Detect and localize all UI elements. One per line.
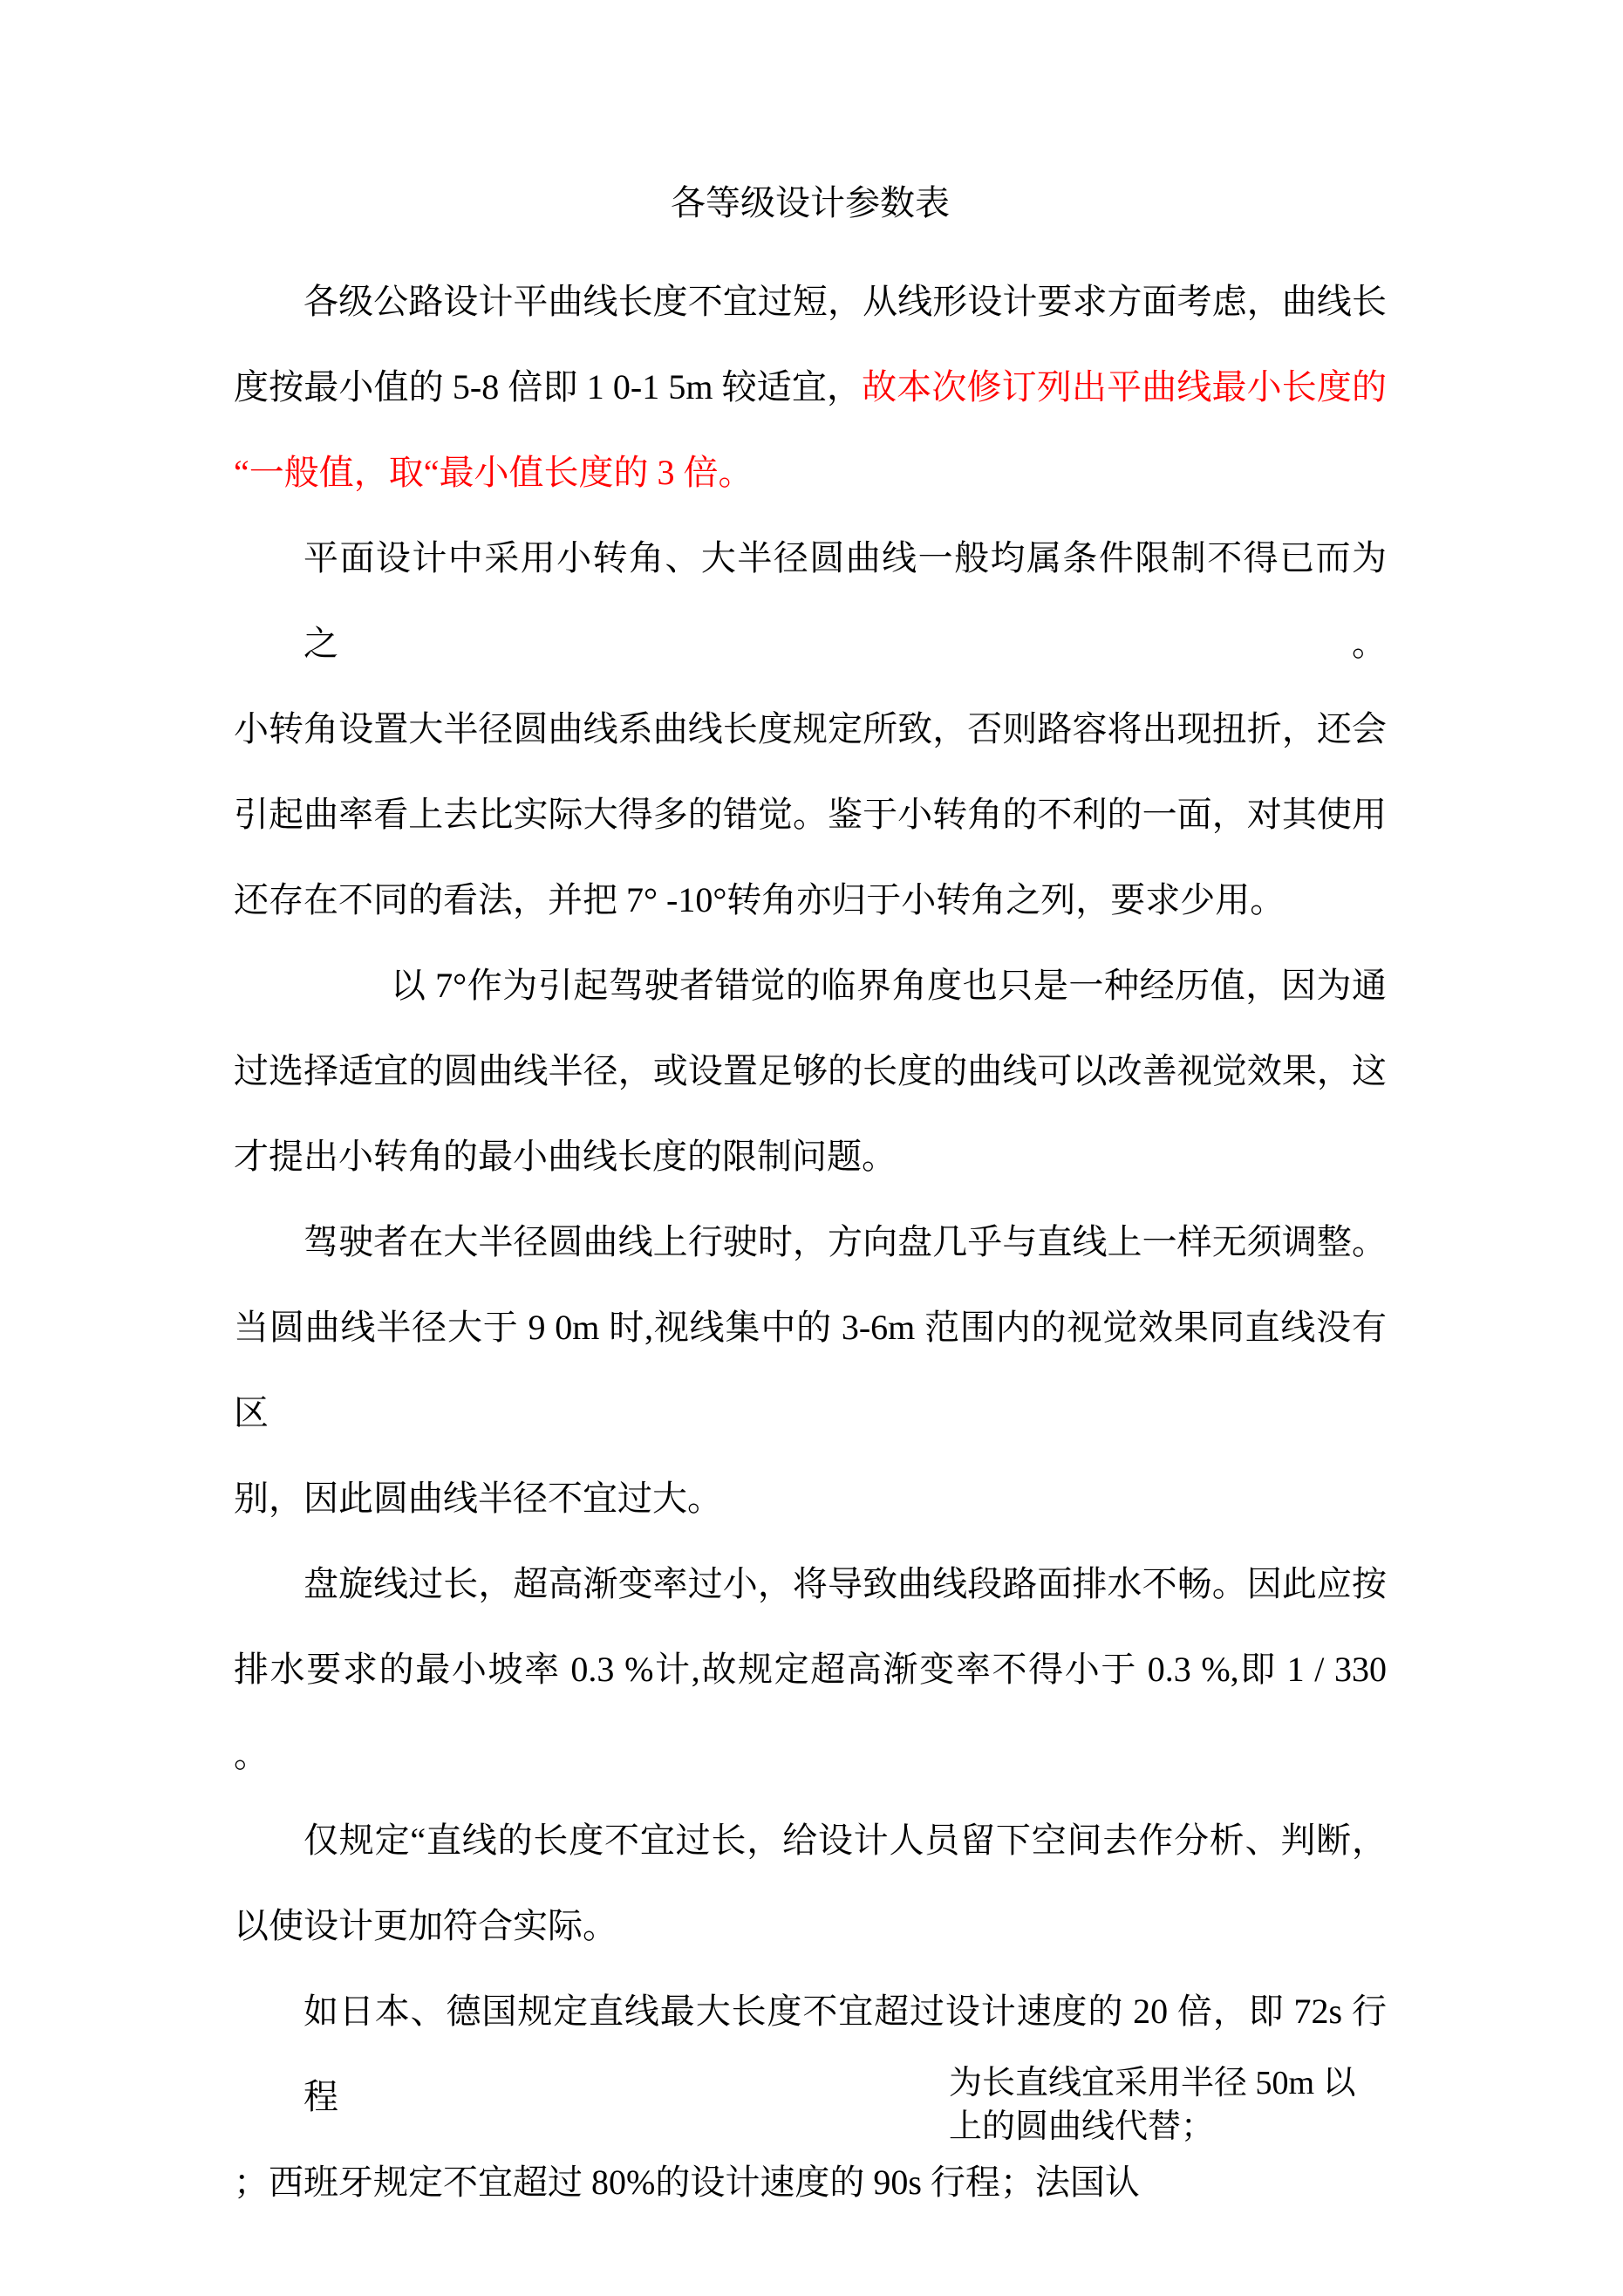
floating-note-block bbox=[949, 2061, 1367, 2149]
text-line bbox=[234, 1285, 1387, 1456]
text-line bbox=[234, 1883, 1387, 1969]
text-line bbox=[234, 1627, 1387, 1712]
text-line bbox=[234, 1114, 1387, 1199]
body-text: 过选择适宜的圆曲线半径，或设置足够的长度的曲线可以改善视觉效果，这 bbox=[234, 1051, 1387, 1090]
text-line bbox=[234, 1456, 1387, 1541]
text-line bbox=[234, 2140, 1387, 2225]
body-text: 以 7°作为引起驾驶者错觉的临界角度也只是一种经历值，因为通 bbox=[391, 966, 1387, 1005]
document-body bbox=[234, 161, 1387, 2225]
paragraph bbox=[234, 1541, 1387, 1798]
highlighted-text: 故本次修订列出平曲线最小长度的 bbox=[862, 367, 1387, 407]
paragraph bbox=[234, 259, 1387, 516]
text-line bbox=[234, 943, 1387, 1028]
text-line bbox=[234, 1541, 1387, 1627]
paragraph bbox=[234, 516, 1387, 943]
highlighted-text: “一般值，取“最小值长度的 3 倍。 bbox=[234, 453, 754, 492]
body-text: 引起曲率看上去比实际大得多的错觉。鉴于小转角的不利的一面，对其使用 bbox=[234, 795, 1387, 834]
text-line bbox=[234, 430, 1387, 516]
note-line: 上的圆曲线代替； bbox=[949, 2108, 1215, 2145]
paragraph bbox=[234, 1199, 1387, 1541]
paragraph-container bbox=[234, 259, 1387, 2225]
text-line bbox=[234, 1028, 1387, 1114]
body-text: 度按最小值的 5-8 倍即 1 0-1 5m 较适宜， bbox=[234, 367, 863, 407]
body-text: 各级公路设计平曲线长度不宜过短，从线形设计要求方面考虑，曲线长 bbox=[303, 282, 1387, 321]
text-line bbox=[234, 687, 1387, 772]
document-title: 各等级设计参数表 bbox=[671, 183, 950, 222]
body-text: 盘旋线过长，超高渐变率过小，将导致曲线段路面排水不畅。因此应按 bbox=[303, 1564, 1387, 1603]
paragraph bbox=[234, 1798, 1387, 1969]
text-line bbox=[234, 858, 1387, 943]
body-text: 。 bbox=[234, 1735, 269, 1774]
body-text: ；西班牙规定不宜超过 80%的设计速度的 90s 行程；法国认 bbox=[234, 2163, 1140, 2202]
body-text: 驾驶者在大半径圆曲线上行驶时，方向盘几乎与直线上一样无须调整。 bbox=[303, 1222, 1387, 1261]
body-text: 小转角设置大半径圆曲线系曲线长度规定所致，否则路容将出现扭折，还会 bbox=[234, 709, 1387, 748]
body-text: 排水要求的最小坡率 0.3 %计,故规定超高渐变率不得小于 0.3 %,即 1 / 330 bbox=[234, 1650, 1387, 1689]
body-text: 才提出小转角的最小曲线长度的限制问题。 bbox=[234, 1137, 897, 1176]
body-text: 以使设计更加符合实际。 bbox=[234, 1906, 617, 1945]
body-text: 平面设计中采用小转角、大半径圆曲线一般均属条件限制不得已而为之。 bbox=[303, 538, 1387, 663]
body-text: 仅规定“直线的长度不宜过长，给设计人员留下空间去作分析、判断， bbox=[303, 1821, 1387, 1860]
text-line bbox=[234, 345, 1387, 430]
text-line bbox=[234, 259, 1387, 345]
text-line bbox=[234, 516, 1387, 687]
text-line bbox=[234, 1798, 1387, 1883]
paragraph bbox=[234, 943, 1387, 1199]
note-line: 为长直线宜采用半径 50m 以 bbox=[949, 2065, 1356, 2101]
text-line bbox=[234, 772, 1387, 858]
body-text: 如日本、德国规定直线最大长度不宜超过设计速度的 20 倍，即 72s 行程 bbox=[303, 1992, 1387, 2116]
body-text: 还存在不同的看法，并把 7° -10°转角亦归于小转角之列，要求少用。 bbox=[234, 880, 1285, 919]
text-line bbox=[234, 1199, 1387, 1285]
text-line bbox=[234, 1712, 1387, 1798]
body-text: 别，因此圆曲线半径不宜过大。 bbox=[234, 1479, 722, 1518]
body-text: 当圆曲线半径大于 9 0m 时,视线集中的 3-6m 范围内的视觉效果同直线没有区 bbox=[234, 1308, 1387, 1432]
